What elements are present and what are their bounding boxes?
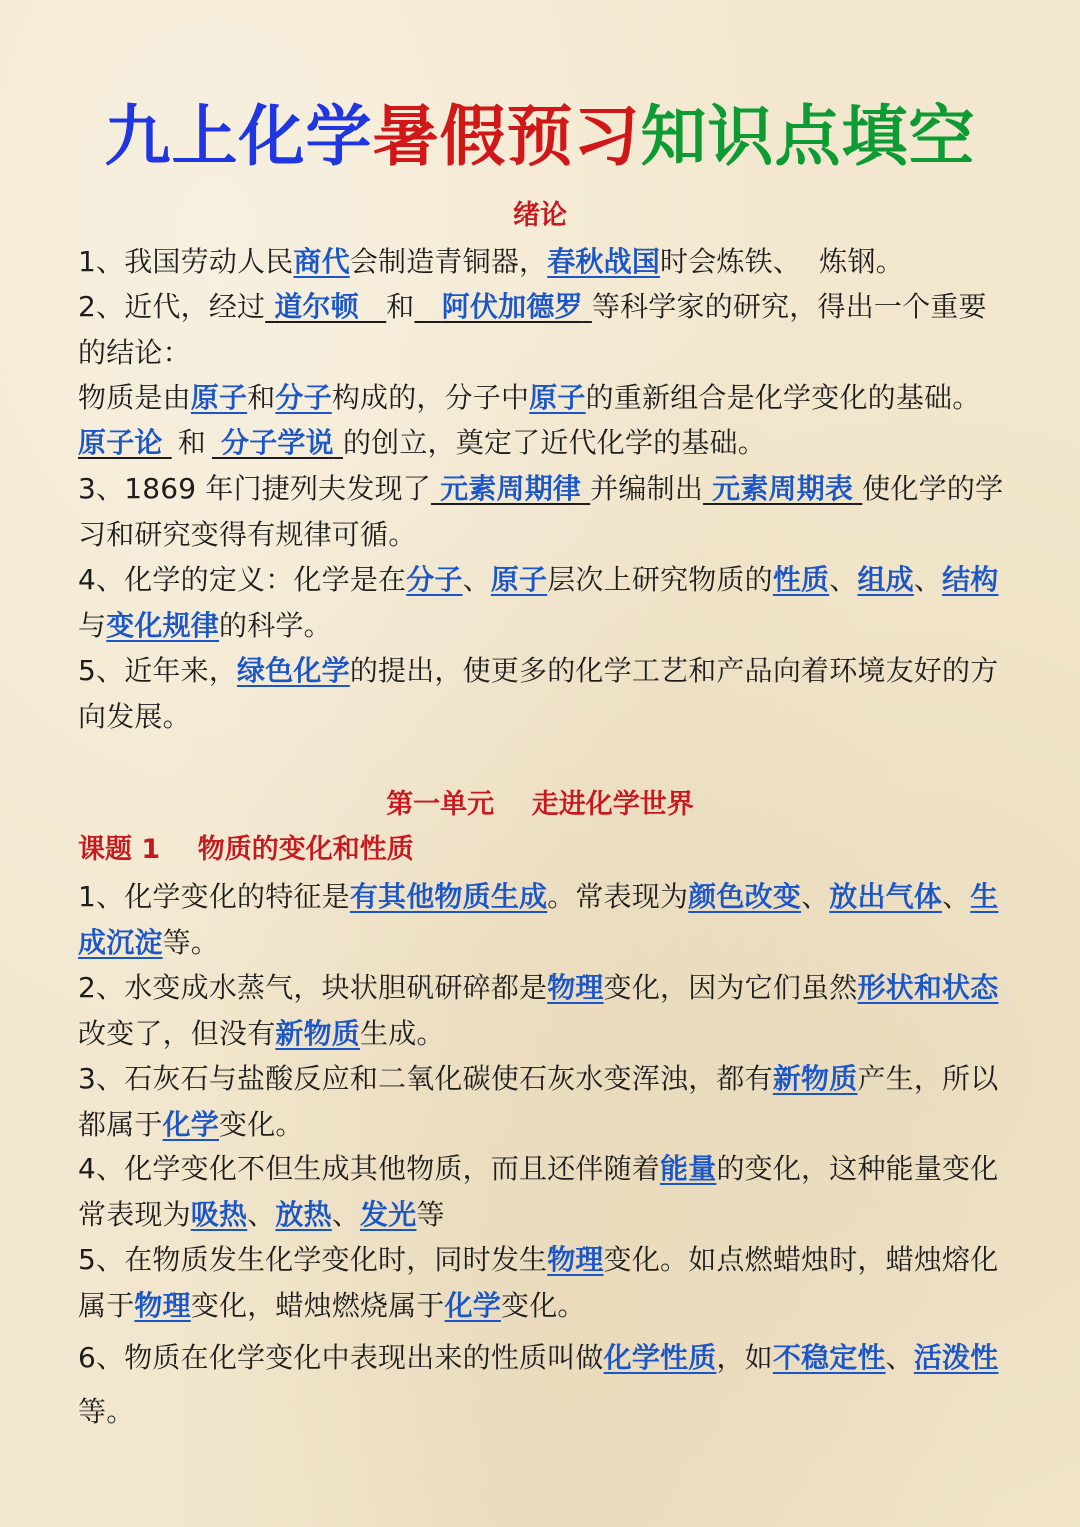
text: 会制造青铜器， <box>349 245 548 278</box>
text: 构成的，分子中 <box>331 381 530 414</box>
answer-blank: 颜色改变 <box>688 880 802 913</box>
answer-blank: 原子 <box>190 381 248 414</box>
text: 的科学。 <box>219 608 332 642</box>
answer-blank: 绿色化学 <box>237 654 350 687</box>
text: 、 <box>801 880 830 913</box>
answer-blank: 分子学说 <box>221 426 334 459</box>
answer-blank: 性质 <box>772 563 830 596</box>
text: 变化。如点燃蜡烛时，蜡烛熔化属于 <box>78 1243 999 1322</box>
page-title <box>0 92 1080 182</box>
answer-blank: 物理 <box>134 1288 191 1322</box>
answer-blank: 不稳定性 <box>772 1341 886 1374</box>
text: 3、石灰石与盐酸反应和二氧化碳使石灰水变浑浊，都有 <box>78 1062 773 1095</box>
text: 变化，蜡烛燃烧属于 <box>190 1288 445 1322</box>
text: 5、在物质发生化学变化时，同时发生 <box>78 1243 548 1276</box>
text: 的变化，这种能量变化常表现为 <box>78 1152 999 1231</box>
text: 5、近年来， <box>78 654 238 687</box>
answer-blank: 结构 <box>942 563 999 596</box>
text: 的创立，奠定了近代化学的基础。 <box>342 426 766 459</box>
text: 、 <box>829 563 858 596</box>
text: 物质是由 <box>78 381 191 414</box>
answer-blank: 化学 <box>162 1107 220 1141</box>
answer-blank: 新物质 <box>772 1062 858 1095</box>
answer-blank: 原子论 <box>78 426 163 459</box>
lesson-heading: 课题 1 物质的变化和性质 <box>78 834 414 865</box>
intro-heading: 绪论 <box>513 200 567 231</box>
blank-line <box>414 290 591 323</box>
text: 、 <box>913 563 943 596</box>
text: 变化。 <box>219 1107 304 1141</box>
answer-blank: 物理 <box>547 971 604 1004</box>
text: 等科学家的研究，得出一个重要的结论： <box>78 290 987 369</box>
title-part-subject: 九上化学 <box>104 98 373 175</box>
unit-paragraph-5 <box>78 1237 1004 1328</box>
text: 2、近代，经过 <box>78 290 266 323</box>
answer-blank: 春秋战国 <box>547 245 661 278</box>
answer-blank: 元素周期律 <box>440 472 582 505</box>
answer-blank: 道尔顿 <box>274 290 359 323</box>
text: 3、1869 年门捷列夫发现了 <box>78 472 431 505</box>
text: 与 <box>78 608 107 642</box>
unit-paragraph-4 <box>78 1146 1004 1237</box>
text: 使化学的学习和研究变得有规律可循。 <box>78 472 1004 551</box>
blank-line <box>212 426 343 459</box>
answer-blank: 吸热 <box>190 1197 248 1231</box>
answer-blank: 阿伏加德罗 <box>441 290 583 323</box>
answer-blank: 商代 <box>293 245 350 278</box>
text: 、 <box>247 1197 276 1231</box>
text: 1、我国劳动人民 <box>78 245 294 278</box>
text: 、 <box>462 563 491 596</box>
unit-paragraph-2 <box>78 965 1004 1056</box>
text: 时会炼铁、 炼钢。 <box>660 245 904 278</box>
answer-blank: 分子 <box>275 381 332 414</box>
text: 、 <box>885 1341 914 1374</box>
text: 的重新组合是化学变化的基础。 <box>585 381 981 414</box>
answer-blank: 发光 <box>360 1197 417 1231</box>
unit-heading: 第一单元 走进化学世界 <box>386 789 694 820</box>
blank-line <box>703 472 862 505</box>
blank-line <box>431 472 590 505</box>
answer-blank: 化学 <box>444 1288 502 1322</box>
answer-blank: 活泼性 <box>913 1341 999 1374</box>
text: 层次上研究物质的 <box>547 563 773 596</box>
answer-blank: 放热 <box>275 1197 332 1231</box>
text: 的提出，使更多的化学工艺和产品向着环境友好的方向发展。 <box>78 654 999 733</box>
text: 4、化学变化不但生成其他物质，而且还伴随着 <box>78 1152 661 1185</box>
answer-blank: 元素周期表 <box>712 472 854 505</box>
intro-paragraph-5 <box>78 466 1004 557</box>
text: 。常表现为 <box>547 880 689 913</box>
answer-blank: 生成沉淀 <box>78 880 999 959</box>
answer-blank: 原子 <box>490 563 548 596</box>
text: 并编制出 <box>590 472 704 505</box>
text: 产生，所以都属于 <box>78 1062 999 1141</box>
intro-paragraph-6 <box>78 557 1004 648</box>
text: 1、化学变化的特征是 <box>78 880 350 913</box>
text: 等。 <box>162 925 220 959</box>
answer-blank: 原子 <box>529 381 586 414</box>
intro-paragraph-7 <box>78 648 1004 739</box>
answer-blank: 分子 <box>406 563 463 596</box>
text: ，如 <box>716 1341 773 1374</box>
title-part-topic: 知识点填空 <box>640 98 976 175</box>
intro-paragraph-1 <box>78 239 1004 285</box>
text: 等。 <box>78 1395 135 1428</box>
text: 和 <box>177 426 206 459</box>
text: 6、物质在化学变化中表现出来的性质叫做 <box>78 1341 604 1374</box>
text: 2、水变成水蒸气，块状胆矾研碎都是 <box>78 971 548 1004</box>
answer-blank: 变化规律 <box>106 608 220 642</box>
text: 等 <box>416 1197 445 1231</box>
text: 改变了，但没有 <box>78 1016 276 1050</box>
answer-blank: 新物质 <box>275 1016 361 1050</box>
text: 变化。 <box>501 1288 586 1322</box>
text: 、 <box>942 880 971 913</box>
intro-paragraph-2 <box>78 284 1004 375</box>
text: 和 <box>247 381 276 414</box>
answer-blank: 有其他物质生成 <box>349 880 548 913</box>
answer-blank: 化学性质 <box>603 1341 717 1374</box>
answer-blank: 放出气体 <box>829 880 943 913</box>
answer-blank: 组成 <box>857 563 914 596</box>
answer-blank: 形状和状态 <box>857 971 999 1004</box>
blank-line <box>78 426 172 459</box>
text: 、 <box>331 1197 361 1231</box>
answer-blank: 物理 <box>547 1243 604 1276</box>
answer-blank: 能量 <box>660 1152 717 1185</box>
unit-paragraph-3 <box>78 1056 1004 1147</box>
intro-paragraph-3 <box>78 375 1004 421</box>
text: 生成。 <box>360 1016 445 1050</box>
intro-paragraph-4 <box>78 420 1004 466</box>
unit-paragraph-1 <box>78 874 1004 965</box>
text: 变化，因为它们虽然 <box>603 971 858 1004</box>
blank-line <box>265 290 386 323</box>
text: 和 <box>386 290 415 323</box>
unit-paragraph-6 <box>78 1331 1004 1439</box>
title-part-season: 暑假预习 <box>372 98 641 175</box>
text: 4、化学的定义：化学是在 <box>78 563 407 596</box>
